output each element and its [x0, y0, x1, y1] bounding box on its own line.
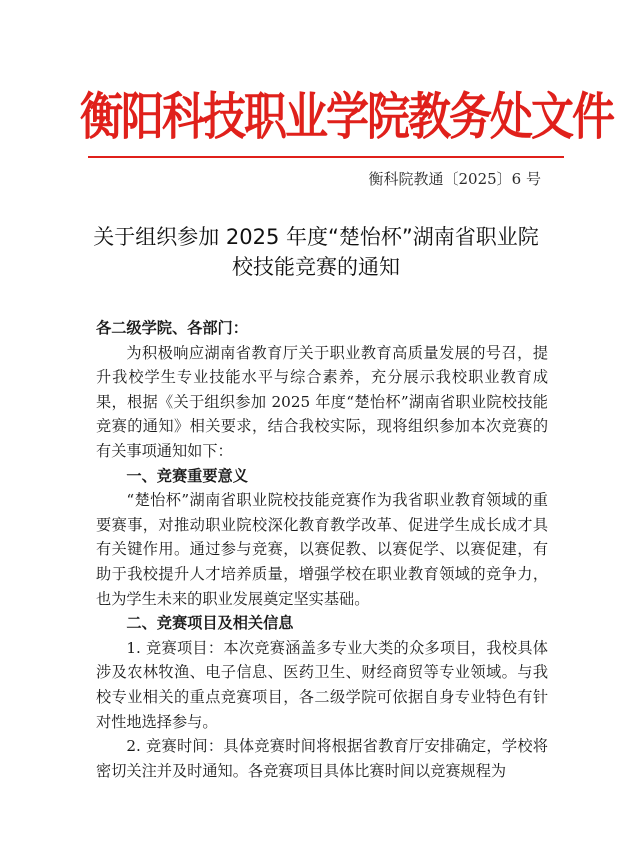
intro-paragraph: 为积极响应湖南省教育厅关于职业教育高质量发展的号召，提升我校学生专业技能水平与综合素养，充分展示我校职业教育成果，根据《关于组织参加 2025 年度“楚怡杯”湖南省职业院校技能竞赛的通知》相关要求，结合我校实际，现将组织参加本次竞赛的有关事项通知如下：: [96, 343, 548, 460]
notice-body: [96, 316, 548, 783]
significance-paragraph: “楚怡杯”湖南省职业院校技能竞赛作为我省职业教育领域的重要赛事，对推动职业院校深化教育教学改革、促进学生成长成才具有关键作用。通过参与竞赛，以赛促教、以赛促学、以赛促建，有助于我校提升人才培养质量，增强学校在职业教育领域的竞争力，也为学生未来的职业发展奠定坚实基础。: [96, 491, 548, 608]
projects-paragraph: 1. 竞赛项目：本次竞赛涵盖多专业大类的众多项目，我校具体涉及农林牧渔、电子信息、医药卫生、财经商贸等专业领域。与我校专业相关的重点竞赛项目，各二级学院可依据自身专业特色有针对性地选择参与。: [96, 638, 548, 731]
salutation: 各二级学院、各部门：: [96, 319, 248, 337]
notice-title: 关于组织参加 2025 年度“楚怡杯”湖南省职业院校技能竞赛的通知: [93, 225, 539, 279]
section-heading-significance: 一、竞赛重要意义: [126, 466, 248, 485]
masthead-title: 衡阳科技职业学院教务处文件: [80, 87, 613, 147]
red-divider-line: [88, 156, 564, 158]
section-heading-projects: 二、竞赛项目及相关信息: [126, 614, 294, 633]
schedule-paragraph: 2. 竞赛时间：具体竞赛时间将根据省教育厅安排确定，学校将密切关注并及时通知。各竞赛项目具体比赛时间以竞赛规程为: [96, 737, 548, 780]
document-number: 衡科院教通〔2025〕6 号: [368, 170, 541, 188]
